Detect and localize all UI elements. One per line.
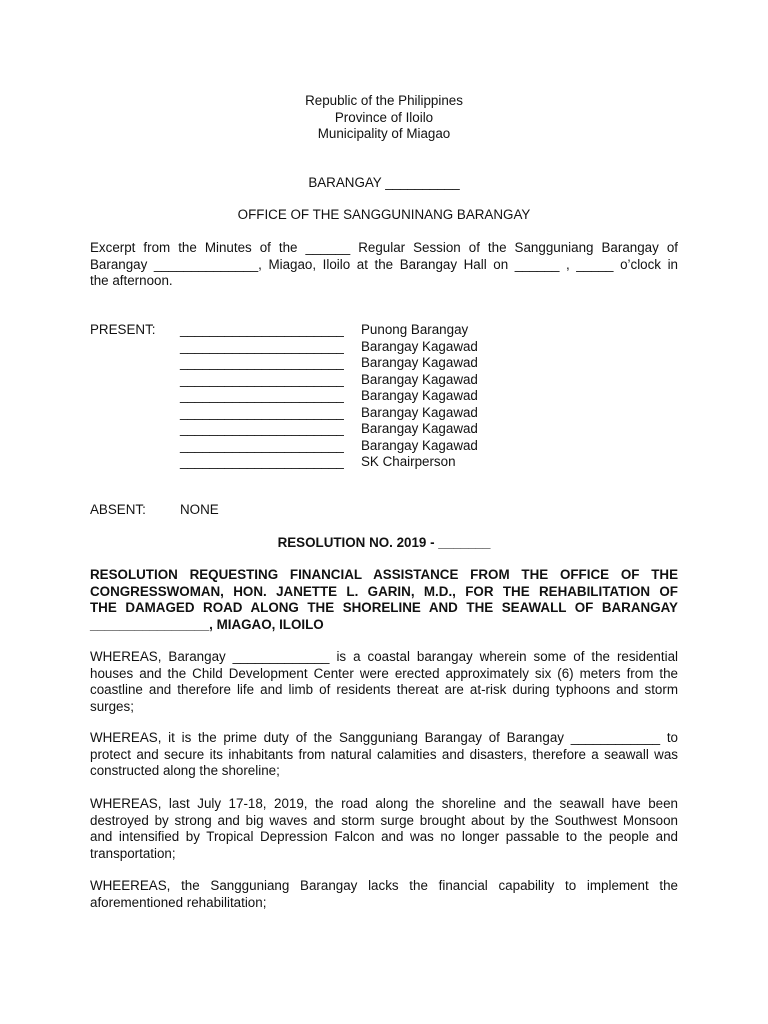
whereas-line: constructed along the shoreline; (90, 763, 280, 778)
whereas-line: protect and secure its inhabitants from natural calamities and disasters, therefore a seawall was (90, 746, 678, 762)
excerpt-paragraph (90, 240, 678, 290)
signature-blank: ______________________ (180, 322, 344, 337)
excerpt-line: the afternoon. (90, 273, 173, 288)
resolution-title (90, 567, 678, 633)
member-role: Barangay Kagawad (361, 421, 478, 436)
whereas-clause-2 (90, 730, 678, 780)
member-role: SK Chairperson (361, 454, 456, 469)
whereas-clause-3 (90, 796, 678, 862)
absent-value: NONE (180, 502, 219, 517)
member-role: Barangay Kagawad (361, 355, 478, 370)
whereas-line: houses and the Child Development Center were erected approximately six (6) meters from the (90, 665, 678, 681)
signature-blank: ______________________ (180, 404, 344, 420)
member-role: Barangay Kagawad (361, 338, 478, 354)
whereas-clause-1 (90, 649, 678, 715)
title-line: THE DAMAGED ROAD ALONG THE SHORELINE AND THE SEAWALL OF BARANGAY (90, 600, 678, 615)
title-line: ________________, MIAGAO, ILOILO (90, 616, 324, 632)
excerpt-line: Barangay ______________, Miagao, Iloilo at the Barangay Hall on ______ , _____ o’clock in (90, 256, 678, 272)
document-header (90, 93, 678, 143)
whereas-line: surges; (90, 698, 134, 714)
signature-blank: ______________________ (180, 421, 344, 436)
header-republic: Republic of the Philippines (305, 93, 463, 108)
whereas-line: WHEREAS, last July 17-18, 2019, the road along the shoreline and the seawall have been (90, 796, 678, 811)
signature-blank: ______________________ (180, 388, 344, 403)
whereas-line: WHEREAS, it is the prime duty of the Sangguniang Barangay of Barangay ____________ to (90, 730, 678, 745)
signature-blank: ______________________ (180, 454, 344, 469)
whereas-line: WHEEREAS, the Sangguniang Barangay lacks the financial capability to implement the (90, 878, 678, 893)
whereas-line: WHEREAS, Barangay _____________ is a coastal barangay wherein some of the residential (90, 649, 678, 664)
excerpt-line: Excerpt from the Minutes of the ______ Regular Session of the Sangguniang Barangay of (90, 240, 678, 255)
member-role: Barangay Kagawad (361, 371, 478, 387)
signature-blank: ______________________ (180, 338, 344, 354)
header-barangay: BARANGAY __________ (308, 175, 460, 190)
member-role: Punong Barangay (361, 322, 469, 337)
signature-blank: ______________________ (180, 371, 344, 387)
title-line: CONGRESSWOMAN, HON. JANETTE L. GARIN, M.D., FOR THE REHABILITATION OF (90, 583, 678, 599)
member-role: Barangay Kagawad (361, 404, 478, 420)
header-office: OFFICE OF THE SANGGUNINANG BARANGAY (237, 207, 531, 222)
resolution-number: RESOLUTION NO. 2019 - _______ (277, 535, 491, 550)
signature-blank: ______________________ (180, 437, 344, 453)
title-line: RESOLUTION REQUESTING FINANCIAL ASSISTANCE FROM THE OFFICE OF THE (90, 567, 678, 582)
whereas-clause-4 (90, 878, 678, 911)
whereas-line: coastline and therefore life and limb of residents thereat are at-risk during typhoons and storm (90, 682, 678, 697)
absent-label: ABSENT: (90, 502, 146, 517)
present-label: PRESENT: (90, 322, 156, 337)
member-role: Barangay Kagawad (361, 437, 478, 453)
whereas-line: transportation; (90, 845, 176, 861)
whereas-line: aforementioned rehabilitation; (90, 894, 267, 910)
whereas-line: and intensified by Tropical Depression Falcon and was no longer passable to the people and (90, 829, 678, 844)
whereas-line: destroyed by strong and big waves and storm surge brought about by the Southwest Monsoon (90, 812, 678, 828)
member-role: Barangay Kagawad (361, 388, 478, 403)
signature-blank: ______________________ (180, 355, 344, 370)
header-municipality: Municipality of Miagao (317, 126, 451, 141)
header-province: Province of Iloilo (334, 109, 434, 125)
